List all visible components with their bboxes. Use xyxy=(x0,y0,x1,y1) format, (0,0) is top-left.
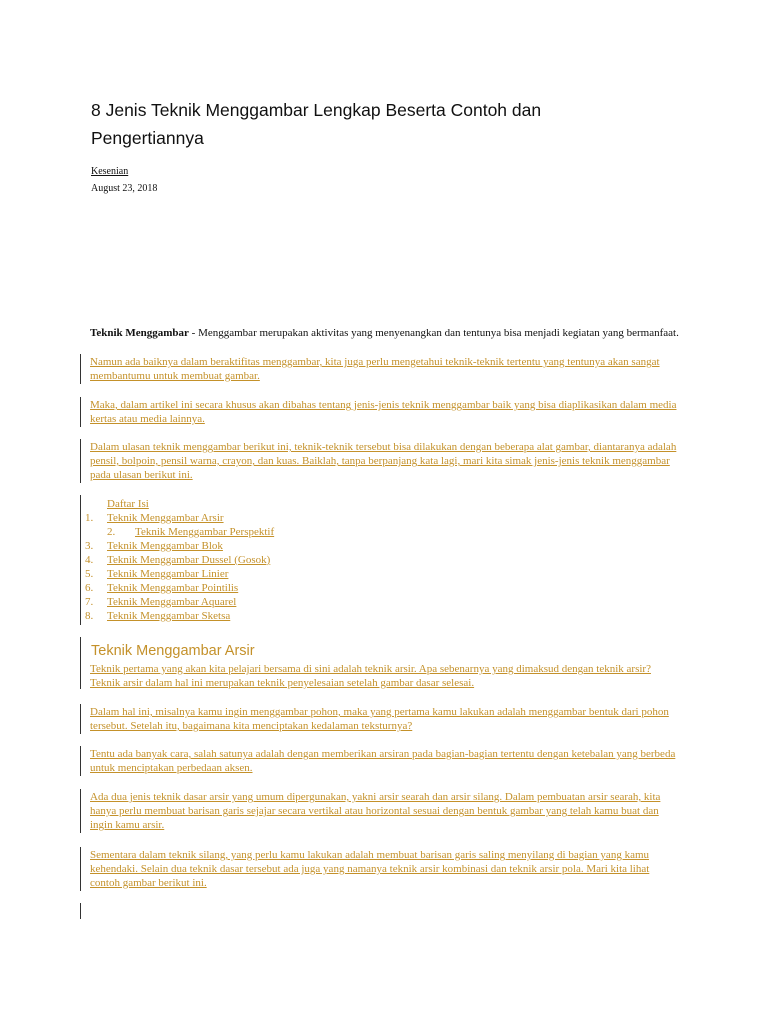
intro-bold-term: Teknik Menggambar xyxy=(90,327,189,339)
change-bar xyxy=(80,439,81,483)
paragraph-1[interactable]: Namun ada baiknya dalam beraktifitas menggambar, kita juga perlu mengetahui teknik-teknik tertentu yang tentunya akan sangat membantumu untuk membuat gambar. xyxy=(90,356,660,382)
intro-paragraph xyxy=(90,326,680,340)
section-paragraph-2[interactable]: Dalam hal ini, misalnya kamu ingin menggambar pohon, maka yang pertama kamu lakukan adalah menggambar bentuk dari pohon tersebut. Setelah itu, bagaimana kita menciptakan kedalaman teksturnya? xyxy=(90,706,669,732)
category-link[interactable]: Kesenian xyxy=(91,166,129,177)
article-title: 8 Jenis Teknik Menggambar Lengkap Beserta Contoh dan Pengertiannya xyxy=(91,100,542,148)
section-paragraph-1[interactable]: Teknik pertama yang akan kita pelajari bersama di sini adalah teknik arsir. Apa sebenarnya yang dimaksud dengan teknik arsir? Teknik arsir dalam hal ini merupakan teknik penyelesaian setelah gambar dasar selesai. xyxy=(90,663,651,689)
toc-item-label: Teknik Menggambar Linier xyxy=(107,568,229,580)
change-bar xyxy=(80,746,81,776)
section-paragraph-5[interactable]: Sementara dalam teknik silang, yang perlu kamu lakukan adalah membuat barisan garis saling menyilang di bagian yang kamu kehendaki. Selain dua teknik dasar tersebut ada juga yang namanya teknik arsir kombinasi dan teknik arsir pola. Mari kita lihat contoh gambar berikut ini. xyxy=(90,849,650,889)
toc-item-number: 4. xyxy=(85,554,94,566)
paragraph-3[interactable]: Dalam ulasan teknik menggambar berikut ini, teknik-teknik tersebut bisa dilakukan dengan beberapa alat gambar, diantaranya adalah pensil, bolpoin, pensil warna, crayon, dan kuas. Baiklah, tanpa berpanjang kata lagi, mari kita simak jenis-jenis teknik menggambar pada ulasan berikut ini. xyxy=(90,441,677,481)
toc-item-number: 8. xyxy=(85,610,94,622)
change-bar xyxy=(80,789,81,833)
toc-title-label: Daftar Isi xyxy=(107,498,149,510)
change-bar xyxy=(80,704,81,734)
section-paragraph-4[interactable]: Ada dua jenis teknik dasar arsir yang umum dipergunakan, yakni arsir searah dan arsir silang. Dalam pembuatan arsir searah, kita hanya perlu membuat barisan garis sejajar secara vertikal atau horizontal sesuai dengan bentuk gambar yang telah kamu buat dan ingin kamu arsir. xyxy=(90,791,661,831)
toc-item-number: 7. xyxy=(85,596,94,608)
change-bar xyxy=(80,354,81,384)
toc-item-label: Teknik Menggambar Perspektif xyxy=(135,526,275,538)
toc-item-number: 1. xyxy=(85,512,94,524)
toc-item-label: Teknik Menggambar Arsir xyxy=(107,512,224,524)
toc-item-number: 2. xyxy=(107,526,116,538)
publish-date: August 23, 2018 xyxy=(91,183,158,194)
change-bar xyxy=(80,903,81,919)
change-bar xyxy=(80,847,81,891)
change-bar xyxy=(80,397,81,427)
toc-item-label: Teknik Menggambar Pointilis xyxy=(107,582,239,594)
toc-item-number: 6. xyxy=(85,582,94,594)
section-paragraph-3[interactable]: Tentu ada banyak cara, salah satunya adalah dengan memberikan arsiran pada bagian-bagian tertentu dengan ketebalan yang berbeda untuk menciptakan perbedaan aksen. xyxy=(90,748,676,774)
section-heading[interactable]: Teknik Menggambar Arsir xyxy=(91,643,255,659)
toc-item-number: 5. xyxy=(85,568,94,580)
change-bar xyxy=(80,637,81,689)
toc-item-label: Teknik Menggambar Dussel (Gosok) xyxy=(107,554,271,566)
paragraph-2[interactable]: Maka, dalam artikel ini secara khusus akan dibahas tentang jenis-jenis teknik menggambar baik yang bisa diaplikasikan dalam media kertas atau media lainnya. xyxy=(90,399,677,425)
toc-item-label: Teknik Menggambar Sketsa xyxy=(107,610,231,622)
toc-item-label: Teknik Menggambar Blok xyxy=(107,540,223,552)
toc-item-number: 3. xyxy=(85,540,94,552)
toc-item-label: Teknik Menggambar Aquarel xyxy=(107,596,237,608)
change-bar xyxy=(80,495,81,625)
intro-text: - Menggambar merupakan aktivitas yang menyenangkan dan tentunya bisa menjadi kegiatan yang bermanfaat. xyxy=(188,327,679,339)
